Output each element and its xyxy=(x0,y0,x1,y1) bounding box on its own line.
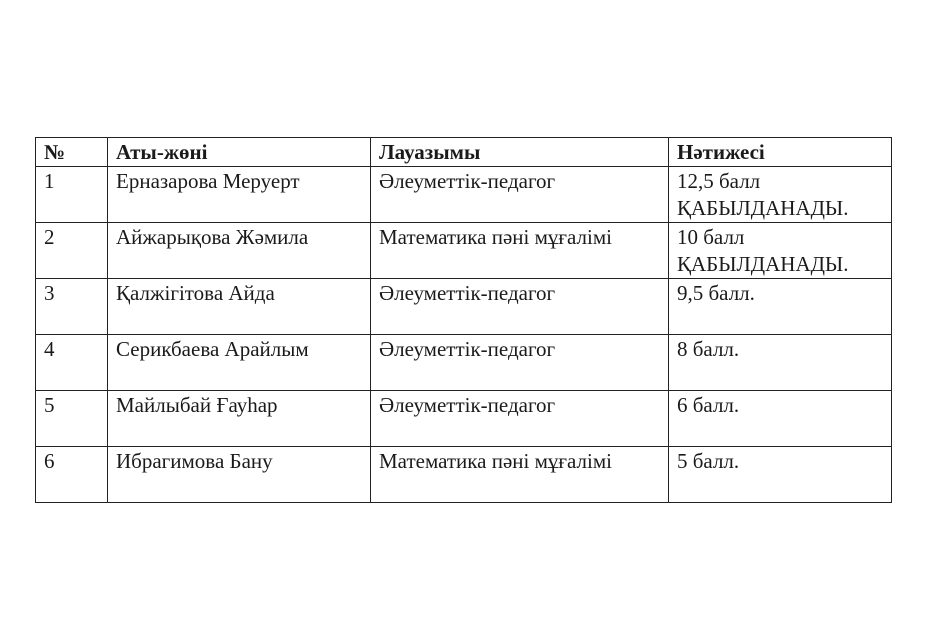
result-score: 6 балл. xyxy=(677,393,740,417)
result-score: 5 балл. xyxy=(677,449,740,473)
row-name: Қалжігітова Айда xyxy=(108,279,371,335)
table-row xyxy=(36,391,892,447)
result-score: 10 балл xyxy=(677,225,745,249)
row-result xyxy=(669,447,892,503)
table-header-row xyxy=(36,138,892,167)
table-row xyxy=(36,335,892,391)
result-score: 9,5 балл. xyxy=(677,281,755,305)
row-number: 5 xyxy=(36,391,108,447)
row-name: Серикбаева Арайлым xyxy=(108,335,371,391)
row-position: Әлеуметтік-педагог xyxy=(371,391,669,447)
row-result xyxy=(669,335,892,391)
header-position: Лауазымы xyxy=(371,138,669,167)
row-name: Майлыбай Ғауһар xyxy=(108,391,371,447)
table-row xyxy=(36,279,892,335)
row-position: Әлеуметтік-педагог xyxy=(371,279,669,335)
row-position: Әлеуметтік-педагог xyxy=(371,167,669,223)
row-name: Ерназарова Меруерт xyxy=(108,167,371,223)
table-row xyxy=(36,167,892,223)
row-number: 1 xyxy=(36,167,108,223)
row-number: 4 xyxy=(36,335,108,391)
result-score: 12,5 балл xyxy=(677,169,761,193)
header-result: Нәтижесі xyxy=(669,138,892,167)
header-number: № xyxy=(36,138,108,167)
row-position: Әлеуметтік-педагог xyxy=(371,335,669,391)
row-result xyxy=(669,167,892,223)
row-name: Ибрагимова Бану xyxy=(108,447,371,503)
row-position: Математика пәні мұғалімі xyxy=(371,447,669,503)
table-row xyxy=(36,223,892,279)
row-result xyxy=(669,279,892,335)
row-result xyxy=(669,223,892,279)
result-score: 8 балл. xyxy=(677,337,740,361)
results-table xyxy=(35,137,892,503)
row-position: Математика пәні мұғалімі xyxy=(371,223,669,279)
row-name: Айжарықова Жәмила xyxy=(108,223,371,279)
row-number: 2 xyxy=(36,223,108,279)
table-row xyxy=(36,447,892,503)
result-status: ҚАБЫЛДАНАДЫ. xyxy=(677,196,849,220)
header-name: Аты-жөні xyxy=(108,138,371,167)
row-number: 3 xyxy=(36,279,108,335)
row-result xyxy=(669,391,892,447)
row-number: 6 xyxy=(36,447,108,503)
result-status: ҚАБЫЛДАНАДЫ. xyxy=(677,252,849,276)
